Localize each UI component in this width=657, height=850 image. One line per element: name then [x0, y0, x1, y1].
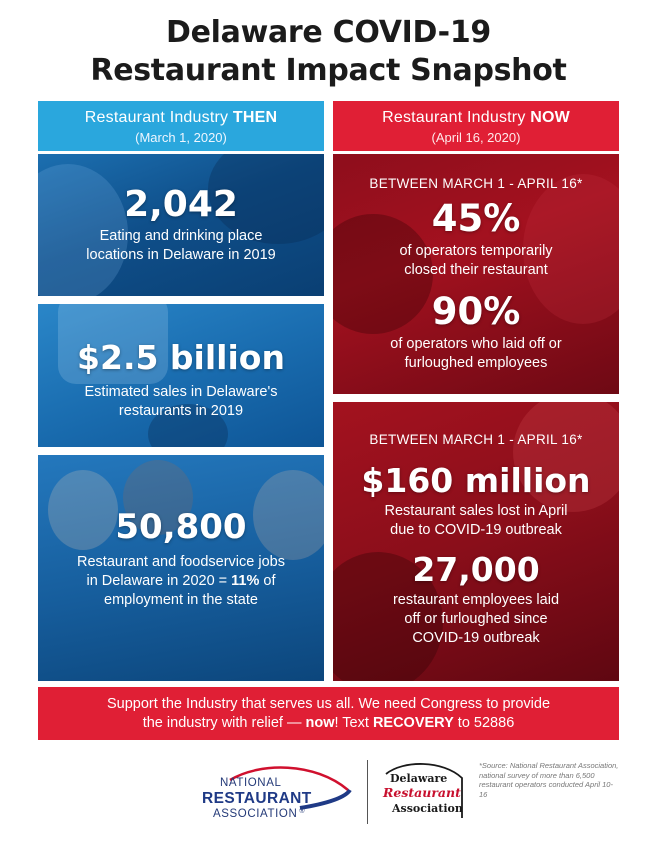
then-header-label — [38, 109, 324, 127]
stat-desc-line-1: Restaurant and foodservice jobs — [77, 554, 285, 570]
then-stat-panel-locations — [38, 154, 324, 296]
stat-value: $2.5 billion — [77, 338, 285, 377]
now-label-emphasis: NOW — [530, 109, 570, 126]
period-label: BETWEEN MARCH 1 - APRIL 16* — [369, 176, 583, 191]
now-header — [333, 101, 619, 151]
then-header-date: (March 1, 2020) — [135, 130, 227, 145]
stat-value: 2,042 — [124, 184, 238, 225]
title-line-2: Restaurant Impact Snapshot — [90, 53, 567, 88]
stat-desc-line-1: of operators temporarily — [399, 243, 553, 259]
nra-line-2: RESTAURANT — [202, 790, 312, 807]
stat-desc-line-3: employment in the state — [104, 592, 258, 608]
then-header — [38, 101, 324, 151]
now-label-prefix: Restaurant Industry — [382, 109, 531, 126]
stat-value: $160 million — [361, 461, 591, 500]
delaware-restaurant-association-logo — [378, 762, 468, 824]
now-header-date: (April 16, 2020) — [431, 130, 521, 145]
then-label-emphasis: THEN — [232, 109, 278, 126]
dra-line-1: Delaware — [390, 772, 448, 785]
support-banner — [38, 687, 619, 740]
now-stat-panel-sales-lost — [333, 402, 619, 681]
support-line-1: Support the Industry that serves us all. We need Congress to provide — [106, 696, 551, 712]
registered-mark: ® — [299, 808, 306, 815]
stat-desc-line-2: due to COVID-19 outbreak — [390, 522, 562, 538]
stat-desc-line-2 — [38, 572, 324, 591]
stat-desc-suffix: of — [259, 573, 276, 589]
logo-divider — [367, 760, 368, 824]
stat-desc-line-1: restaurant employees laid — [392, 592, 560, 608]
stat-desc-emphasis: 11% — [231, 573, 260, 589]
nra-line-1: NATIONAL — [220, 777, 282, 789]
stat-desc-line-2: locations in Delaware in 2019 — [86, 247, 276, 263]
stat-desc-line-3: COVID-19 outbreak — [412, 630, 540, 646]
then-label-prefix: Restaurant Industry — [84, 109, 233, 126]
stat-desc-line-1: Restaurant sales lost in April — [384, 503, 568, 519]
then-stat-panel-sales — [38, 304, 324, 447]
then-stat-panel-jobs — [38, 455, 324, 681]
nra-line-3 — [213, 808, 305, 820]
support-line-2 — [38, 714, 619, 733]
support-text: the industry with relief — — [142, 715, 306, 731]
page-title — [0, 14, 657, 90]
stat-desc-prefix: in Delaware in 2020 = — [86, 573, 232, 589]
stat-desc-line-2: restaurants in 2019 — [118, 403, 244, 419]
stat-value: 45% — [431, 197, 521, 240]
period-label: BETWEEN MARCH 1 - APRIL 16* — [369, 432, 583, 447]
now-stat-panel-closures — [333, 154, 619, 394]
support-text: ! Text — [334, 715, 373, 731]
support-emphasis-now: now — [305, 715, 335, 731]
source-footnote: *Source: National Restaurant Association, national survey of more than 6,500 restaurant operators conducted April 10-16 — [479, 761, 619, 799]
nra-line-3-text: ASSOCIATION — [213, 808, 298, 820]
stat-desc-line-1: of operators who laid off or — [390, 336, 562, 352]
national-restaurant-association-logo — [200, 760, 355, 826]
stat-value: 90% — [431, 290, 521, 333]
stat-value: 27,000 — [412, 550, 540, 589]
dra-line-2: Restaurant — [383, 785, 461, 800]
stat-desc-line-2: furloughed employees — [404, 355, 548, 371]
support-emphasis-keyword: RECOVERY — [372, 715, 454, 731]
stat-desc-line-1: Eating and drinking place — [99, 228, 263, 244]
stat-value: 50,800 — [115, 507, 247, 547]
stat-desc-line-2: closed their restaurant — [404, 262, 548, 278]
support-text: to 52886 — [453, 715, 515, 731]
dra-line-3: Association — [392, 802, 463, 815]
title-line-1: Delaware COVID-19 — [166, 15, 491, 50]
stat-desc-line-2: off or furloughed since — [404, 611, 548, 627]
stat-desc-line-1: Estimated sales in Delaware's — [84, 384, 278, 400]
now-header-label — [333, 109, 619, 127]
